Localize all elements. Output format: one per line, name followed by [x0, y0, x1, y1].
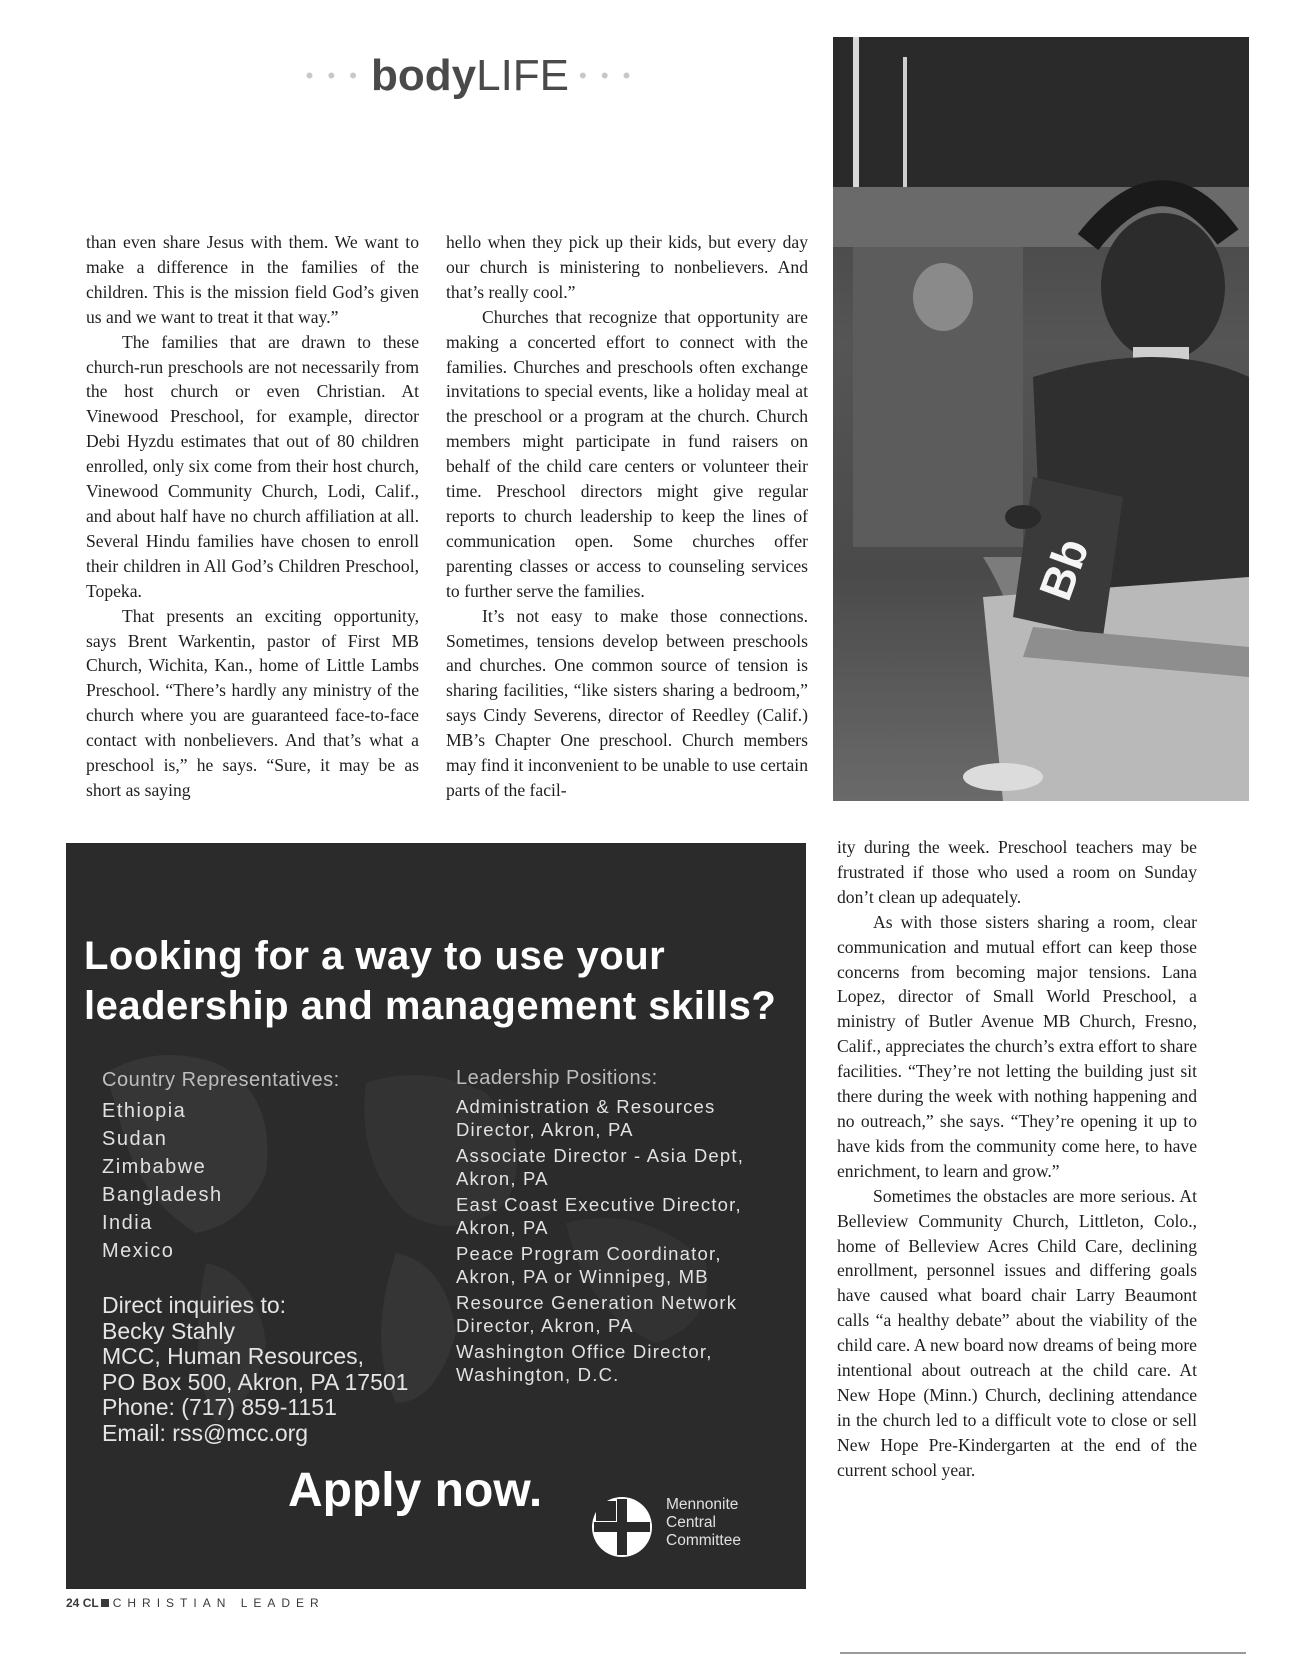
list-item: Bangladesh — [102, 1184, 223, 1206]
country-list — [102, 1097, 223, 1265]
countries-title: Country Representatives: — [102, 1069, 340, 1091]
positions-title: Leadership Positions: — [456, 1067, 658, 1089]
paragraph: The families that are drawn to these church-run preschools are not necessarily from the host church or even Christian. At Vinewood Preschool, for example, director Debi Hyzdu estimates that out of 80 children enrolled, only six come from their host church, Vinewood Community Church, Lodi, Calif., and about half have no church affiliation at all. Several Hindu families have chosen to enroll their children in All God’s Children Preschool, Topeka. — [86, 331, 419, 601]
positions-list — [456, 1095, 786, 1389]
org-line: Central — [666, 1514, 716, 1531]
paragraph: It’s not easy to make those connections. Sometimes, tensions develop between preschools and churches. One common source of tension is sharing facilities, “like sisters sharing a bedroom,” says Cindy Severens, director of Reedley (Calif.) MB’s Chapter One preschool. Church members may find it inconvenient to be unable to use certain parts of the facil- — [446, 605, 808, 800]
paragraph: Sometimes the obstacles are more serious. At Belleview Community Church, Littleton, Colo., home of Belleview Acres Child Care, declining enrollment, personnel issues and differing goals have caused what board chair Larry Beaumont calls “a healthy debate” about the viability of the child care. A new board now dreams of being more intentional about outreach at the child care. At New Hope (Minn.) Church, declining attendance in the church led to a difficult vote to close or sell New Hope Pre-Kindergarten at the end of the current school year. — [837, 1185, 1197, 1480]
contact-line: Direct inquiries to: — [102, 1292, 287, 1318]
list-item: Resource Generation Network Director, Akron, PA — [456, 1292, 738, 1336]
list-item: Associate Director - Asia Dept, Akron, PA — [456, 1145, 745, 1189]
contact-line: Phone: (717) 859-1151 — [102, 1394, 337, 1420]
list-item: East Coast Executive Director, Akron, PA — [456, 1194, 742, 1238]
list-item: Mexico — [102, 1240, 175, 1262]
contact-line: PO Box 500, Akron, PA 17501 — [102, 1368, 409, 1395]
contact-line: Email: rss@mcc.org — [102, 1419, 309, 1446]
magazine-name: CHRISTIAN LEADER — [112, 1596, 325, 1610]
mcc-advertisement — [66, 843, 806, 1589]
photo-block-letters: Bb — [1028, 531, 1099, 607]
page-number: 24 — [66, 1596, 80, 1610]
article-column-2 — [446, 230, 808, 803]
header-life: LIFE — [476, 51, 570, 100]
paragraph: hello when they pick up their kids, but every day our church is ministering to nonbelievers. And that’s really cool.” — [446, 232, 808, 302]
list-item: Ethiopia — [102, 1100, 187, 1122]
list-item: Administration & Resources Director, Akron, PA — [456, 1096, 716, 1140]
divider — [840, 1652, 1246, 1654]
paragraph: That presents an exciting opportunity, says Brent Warkentin, pastor of First MB Church, Wichita, Kan., home of Little Lambs Preschool. “There’s hardly any ministry of the church where you are guaranteed face-to-face contact with nonbelievers. And that’s what a preschool is,” he says. “Sure, it may be as short as saying — [86, 605, 419, 800]
contact-line: Becky Stahly — [102, 1317, 235, 1344]
ad-headline-line-1: Looking for a way to use your — [84, 934, 666, 978]
paragraph: As with those sisters sharing a room, clear communication and mutual effort can keep those concerns from becoming major tensions. Lana Lopez, director of Small World Preschool, a ministry of Butler Avenue MB Church, Fresno, Calif., appreciates the church’s extra effort to share facilities. “They’re not letting the building just sit there during the week with nothing happening and no outreach,” she says. “They’re opening it up to have kids from the community come here, to have enrichment, to learn and grow.” — [837, 911, 1197, 1181]
square-bullet-icon — [101, 1599, 109, 1607]
list-item: Sudan — [102, 1128, 168, 1150]
org-line: Mennonite — [666, 1496, 739, 1513]
list-item: Zimbabwe — [102, 1156, 207, 1178]
list-item: India — [102, 1212, 153, 1234]
list-item: Peace Program Coordinator, Akron, PA or Winnipeg, MB — [456, 1243, 722, 1287]
header-dots-left: • • • — [305, 63, 361, 88]
paragraph: Churches that recognize that opportunity are making a concerted effort to connect with the families. Churches and preschools often exchange invitations to special events, like a holiday meal at the preschool or a program at the church. Church members might participate in fund raisers on behalf of the child care centers or volunteer their time. Preschool directors might give regular reports to church leadership to keep the lines of communication open. Some churches offer parenting classes or access to counseling services to further serve the families. — [446, 306, 808, 601]
org-line: Committee — [666, 1532, 741, 1549]
list-item: Washington Office Director, Washington, D.C. — [456, 1341, 713, 1385]
header-body: body — [370, 51, 477, 100]
photo-illustration — [833, 37, 1249, 801]
page-footer — [66, 1596, 325, 1610]
header-dots-right: • • • — [579, 63, 635, 88]
article-column-3 — [837, 835, 1197, 1483]
paragraph: than even share Jesus with them. We want to make a difference in the families of the children. This is the mission field God’s given us and we want to treat it that way.” — [86, 232, 419, 327]
magazine-abbr: CL — [82, 1596, 99, 1610]
mcc-logo-icon — [590, 1495, 654, 1559]
contact-info — [102, 1293, 408, 1446]
child-photo — [833, 37, 1249, 801]
apply-now-text: Apply now. — [288, 1464, 543, 1517]
section-header — [300, 46, 640, 106]
ad-headline-line-2: leadership and management skills? — [84, 984, 777, 1028]
contact-line: MCC, Human Resources, — [102, 1343, 365, 1369]
paragraph: ity during the week. Preschool teachers may be frustrated if those who used a room on Sunday don’t clean up adequately. — [837, 837, 1197, 907]
article-column-1 — [86, 230, 419, 803]
mcc-org-name — [666, 1496, 741, 1550]
ad-headline — [84, 931, 804, 1031]
